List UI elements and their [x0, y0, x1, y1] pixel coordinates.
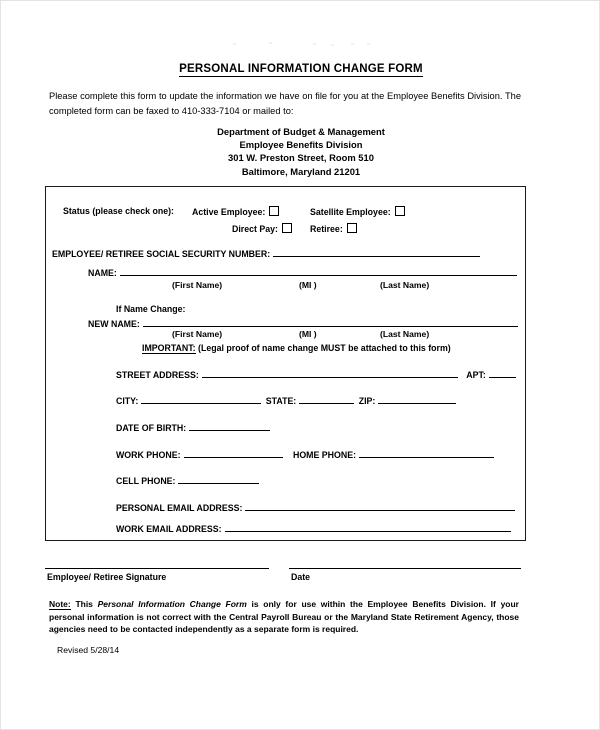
- caption-new-mi: (MI ): [299, 329, 317, 339]
- note-prefix: Note:: [49, 599, 71, 609]
- work-phone-input[interactable]: [184, 448, 283, 458]
- work-email-input[interactable]: [225, 522, 511, 532]
- ssn-input[interactable]: [273, 247, 480, 257]
- caption-mi: (MI ): [299, 280, 317, 290]
- status-label-active: Active Employee:: [192, 207, 266, 217]
- checkbox-satellite-employee[interactable]: [395, 206, 405, 216]
- caption-new-last-name: (Last Name): [380, 329, 430, 339]
- cell-phone-input[interactable]: [178, 474, 259, 484]
- status-label-direct-pay: Direct Pay:: [232, 224, 278, 234]
- status-prompt: Status (please check one):: [63, 206, 174, 216]
- checkbox-retiree[interactable]: [347, 223, 357, 233]
- work-email-label: WORK EMAIL ADDRESS:: [116, 524, 222, 534]
- important-notice: [142, 343, 451, 353]
- cell-phone-label: CELL PHONE:: [116, 476, 176, 486]
- caption-last-name: (Last Name): [380, 280, 430, 290]
- new-name-input[interactable]: [143, 317, 518, 327]
- field-ssn[interactable]: [52, 247, 480, 259]
- checkbox-active-employee[interactable]: [269, 206, 279, 216]
- field-new-name[interactable]: [88, 317, 518, 329]
- date-of-birth-input[interactable]: [189, 421, 270, 431]
- signature-label: Employee/ Retiree Signature: [47, 572, 167, 582]
- field-work-phone[interactable]: [116, 448, 494, 460]
- street-address-input[interactable]: [202, 368, 458, 378]
- field-personal-email[interactable]: [116, 501, 515, 513]
- mailing-address-block: [1, 125, 600, 178]
- status-option-direct-pay[interactable]: [232, 223, 292, 234]
- form-fields-box: [45, 186, 526, 541]
- note-part2: is only for use within the Employee Benefits Division. If your personal information is not correct with the Central Payroll Bureau or the Maryland State Retirement Agency, those agencies need to be contacted independently as a separate form is required.: [49, 599, 519, 635]
- field-name[interactable]: [88, 266, 517, 278]
- date-label: Date: [291, 572, 311, 582]
- page-title: [1, 63, 600, 75]
- status-option-retiree[interactable]: [310, 223, 357, 234]
- apt-input[interactable]: [489, 368, 516, 378]
- field-date-of-birth[interactable]: [116, 421, 270, 433]
- new-name-label: NEW NAME:: [88, 319, 140, 329]
- date-line[interactable]: [289, 568, 521, 569]
- personal-email-label: PERSONAL EMAIL ADDRESS:: [116, 503, 243, 513]
- field-work-email[interactable]: [116, 522, 511, 534]
- note-form-name: Personal Information Change Form: [97, 599, 247, 609]
- scan-artifact: [233, 41, 393, 47]
- field-cell-phone[interactable]: [116, 474, 259, 486]
- revision-date: Revised 5/28/14: [57, 645, 120, 655]
- address-line-city: Baltimore, Maryland 21201: [241, 165, 361, 177]
- home-phone-label: HOME PHONE:: [292, 450, 357, 460]
- home-phone-input[interactable]: [359, 448, 494, 458]
- note-part1: This: [75, 599, 93, 609]
- city-input[interactable]: [141, 394, 261, 404]
- date-of-birth-label: DATE OF BIRTH:: [116, 423, 187, 433]
- status-label-satellite: Satellite Employee:: [310, 207, 391, 217]
- personal-email-input[interactable]: [245, 501, 515, 511]
- zip-input[interactable]: [378, 394, 456, 404]
- if-name-change-label: If Name Change:: [116, 304, 186, 314]
- important-prefix: IMPORTANT:: [142, 343, 196, 353]
- status-option-satellite[interactable]: [310, 206, 405, 217]
- address-line-department: Department of Budget & Management: [217, 126, 385, 137]
- name-label: NAME:: [88, 268, 117, 278]
- checkbox-direct-pay[interactable]: [282, 223, 292, 233]
- state-input[interactable]: [299, 394, 354, 404]
- field-city-state-zip[interactable]: [116, 394, 456, 406]
- page-title-text: PERSONAL INFORMATION CHANGE FORM: [179, 63, 423, 75]
- ssn-label: EMPLOYEE/ RETIREE SOCIAL SECURITY NUMBER:: [52, 249, 271, 259]
- address-line-street: 301 W. Preston Street, Room 510: [228, 152, 374, 164]
- city-label: CITY:: [116, 396, 139, 406]
- status-label-retiree: Retiree:: [310, 224, 343, 234]
- important-text: (Legal proof of name change MUST be attached to this form): [198, 343, 451, 353]
- state-label: STATE:: [265, 396, 297, 406]
- name-input[interactable]: [120, 266, 517, 276]
- caption-first-name: (First Name): [172, 280, 223, 290]
- work-phone-label: WORK PHONE:: [116, 450, 181, 460]
- signature-line[interactable]: [45, 568, 269, 569]
- address-line-division: Employee Benefits Division: [239, 139, 363, 151]
- note-paragraph: [49, 598, 519, 636]
- status-option-active[interactable]: [192, 206, 279, 217]
- apt-label: APT:: [466, 370, 486, 380]
- zip-label: ZIP:: [358, 396, 376, 406]
- caption-new-first-name: (First Name): [172, 329, 223, 339]
- street-address-label: STREET ADDRESS:: [116, 370, 199, 380]
- field-street-address[interactable]: [116, 368, 516, 380]
- intro-paragraph: Please complete this form to update the information we have on file for you at the Employee Benefits Division. The completed form can be faxed to 410-333-7104 or mailed to:: [49, 91, 521, 116]
